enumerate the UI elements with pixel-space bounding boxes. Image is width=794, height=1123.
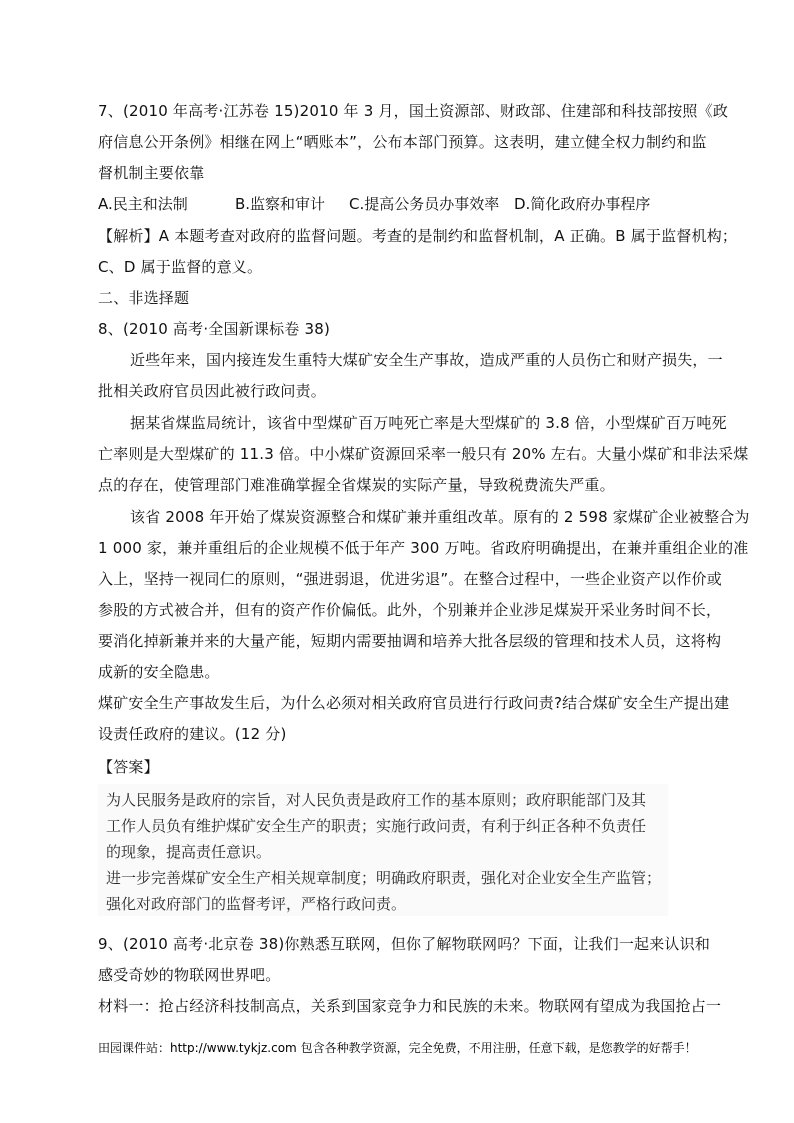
q7-analysis-line-2: C、D 属于监督的意义。 <box>98 258 263 276</box>
q8-p3-line-1: 该省 2008 年开始了煤炭资源整合和煤矿兼并重组改革。原有的 2 598 家煤矿企业被整合为 <box>130 508 750 526</box>
answer-line-3: 的现象，提高责任意识。 <box>106 843 272 861</box>
q8-question-line-1: 煤矿安全生产事故发生后，为什么必须对相关政府官员进行行政问责?结合煤矿安全生产提出建 <box>98 694 730 712</box>
q9-line-2: 感受奇妙的物联网世界吧。 <box>98 966 281 984</box>
answer-line-1: 为人民服务是政府的宗旨，对人民负责是政府工作的基本原则；政府职能部门及其 <box>106 791 647 809</box>
q8-answer-image <box>98 784 668 916</box>
q7-line-2: 府信息公开条例》相继在网上“晒账本”，公布本部门预算。这表明，建立健全权力制约和监 <box>98 133 707 151</box>
q8-p2-line-1: 据某省煤监局统计，该省中型煤矿百万吨死亡率是大型煤矿的 3.8 倍，小型煤矿百万吨死 <box>130 414 727 432</box>
q7-analysis-line-1: 【解析】A 本题考查对政府的监督问题。考查的是制约和监督机制，A 正确。B 属于监督机构； <box>98 227 738 245</box>
page-footer: 田园课件站：http://www.tykjz.com 包含各种教学资源，完全免费，不用注册，任意下载，是您教学的好帮手！ <box>98 1041 697 1055</box>
q7-line-3: 督机制主要依靠 <box>98 164 205 182</box>
q8-p1-line-2: 批相关政府官员因此被行政问责。 <box>98 382 327 400</box>
answer-line-5: 强化对政府部门的监督考评，严格行政问责。 <box>106 895 407 913</box>
q7-option-d: D.简化政府办事程序 <box>514 195 651 213</box>
q9-line-3: 材料一：抢占经济科技制高点，关系到国家竞争力和民族的未来。物联网有望成为我国抢占一 <box>98 997 722 1015</box>
q8-p3-line-3: 入上，坚持一视同仁的原则，“强进弱退，优进劣退”。在整合过程中，一些企业资产以作价或 <box>98 570 722 588</box>
q8-p3-line-2: 1 000 家，兼并重组后的企业规模不低于年产 300 万吨。省政府明确提出，在兼并重组企业的准 <box>98 539 749 557</box>
q8-header: 8、(2010 高考·全国新课标卷 38) <box>98 320 331 338</box>
q7-option-c: C.提高公务员办事效率 <box>349 195 500 213</box>
q7-option-a: A.民主和法制 <box>98 195 188 213</box>
q8-p2-line-2: 亡率则是大型煤矿的 11.3 倍。中小煤矿资源回采率一般只有 20% 左右。大量小煤矿和非法采煤 <box>98 445 749 463</box>
section-heading: 二、非选择题 <box>98 289 190 307</box>
q8-p3-line-6: 成新的安全隐患。 <box>98 663 220 681</box>
q8-p3-line-4: 参股的方式被合并，但有的资产作价偏低。此外，个别兼并企业涉足煤炭开采业务时间不长， <box>98 601 722 619</box>
answer-line-2: 工作人员负有维护煤矿安全生产的职责；实施行政问责，有利于纠正各种不负责任 <box>106 817 647 835</box>
q8-p3-line-5: 要消化掉新兼并来的大量产能，短期内需要抽调和培养大批各层级的管理和技术人员，这将构 <box>98 632 722 650</box>
q8-answer-label: 【答案】 <box>98 758 159 776</box>
q8-p1-line-1: 近些年来，国内接连发生重特大煤矿安全生产事故，造成严重的人员伤亡和财产损失，一 <box>130 351 723 369</box>
q7-option-b: B.监察和审计 <box>235 195 326 213</box>
q8-p2-line-3: 点的存在，使管理部门难准确掌握全省煤炭的实际产量，导致税费流失严重。 <box>98 476 615 494</box>
q8-question-line-2: 设责任政府的建议。(12 分) <box>98 725 287 743</box>
q7-line-1: 7、(2010 年高考·江苏卷 15)2010 年 3 月，国土资源部、财政部、住建部和科技部按照《政 <box>98 102 729 120</box>
answer-line-4: 进一步完善煤矿安全生产相关规章制度；明确政府职责，强化对企业安全生产监管； <box>106 869 662 887</box>
q9-line-1: 9、(2010 高考·北京卷 38)你熟悉互联网，但你了解物联网吗？下面，让我们一起来认识和 <box>98 935 711 953</box>
